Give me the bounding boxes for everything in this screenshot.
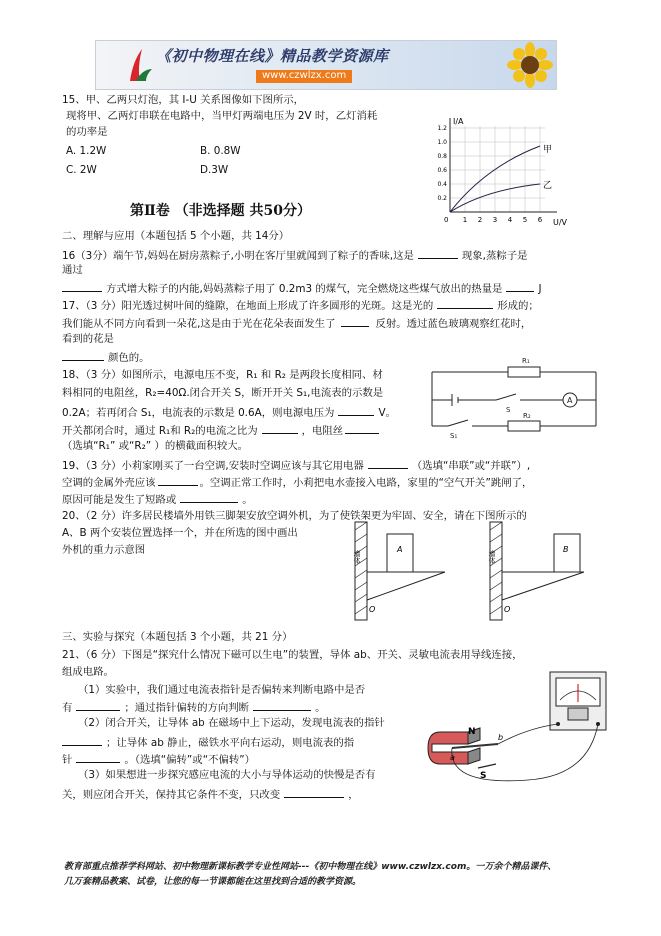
- q17-line4: [62, 350, 150, 365]
- q17-line2: [62, 316, 531, 331]
- q17-line1: [62, 298, 539, 313]
- circuit-r1-label: R₁: [522, 357, 530, 365]
- galvanometer: [550, 672, 606, 730]
- graph-ylabel: I/A: [453, 117, 464, 126]
- circuit-s-label: S: [506, 406, 511, 414]
- q18-line3: [62, 405, 396, 420]
- y-tick: 1.2: [437, 125, 447, 132]
- q18-blank-3[interactable]: [345, 423, 379, 434]
- y-tick: 0.8: [437, 153, 447, 160]
- iu-graph: [425, 112, 575, 230]
- q21-text-f: 关，则应闭合开关，保持其它条件不变，只改变: [62, 789, 281, 801]
- switch-s: [478, 764, 496, 768]
- q18-text-a: 0.2A；若再闭合 S₁，电流表的示数是 0.6A，则电源电压为: [62, 407, 335, 419]
- conductor-b-label: b: [498, 733, 504, 742]
- x-tick: 3: [492, 216, 498, 224]
- circuit-s1-label: S₁: [450, 432, 458, 440]
- part-3-title: 三、实验与探究（本题包括 3 个小题，共 21 分）: [62, 631, 293, 643]
- q16-text-c: 方式增大粽子的内能,妈妈蒸粽子用了 0.2m3 的煤气，完全燃烧这些煤气放出的热量是: [106, 283, 503, 295]
- q15-option-a: A. 1.2W: [66, 145, 107, 157]
- section-2-title: 第Ⅱ卷 （非选择题 共50分）: [130, 203, 312, 219]
- q21-blank-4[interactable]: [76, 752, 120, 763]
- pole-n-label: N: [468, 727, 476, 737]
- y-tick: 0.6: [437, 167, 447, 174]
- label-a: A: [397, 545, 403, 554]
- q18-line5: （选填“R₁” 或“R₂” ）的横截面积较大。: [62, 440, 248, 452]
- q15-line1: 15、甲、乙两只灯泡，其 I-U 关系图像如下图所示，: [62, 94, 305, 106]
- switch-s-label: S: [480, 771, 487, 781]
- q19-line3: 原因可能是发生了短路或 。: [62, 494, 253, 506]
- q20-line3: 外机的重力示意图: [62, 544, 146, 556]
- wall-label-b: 墙体: [488, 550, 496, 564]
- q18-text-b: V。: [378, 407, 396, 419]
- wall-label-a: 墙体: [353, 550, 361, 564]
- q19-blank-1[interactable]: [368, 458, 408, 469]
- x-tick: 2: [477, 216, 483, 224]
- x-tick: 6: [537, 216, 543, 224]
- q19-text-b: （选填“串联”或“并联”）,: [411, 460, 531, 472]
- q16-blank-3[interactable]: [506, 281, 534, 292]
- q17-text-a: 17、（3 分）阳光透过树叶间的缝隙，在地面上形成了许多圆形的光斑。这是光的: [62, 300, 434, 312]
- q16-blank-1[interactable]: [418, 248, 458, 259]
- q19-text-a: 19、（3 分）小莉家刚买了一台空调,安装时空调应该与其它用电器: [62, 460, 364, 472]
- q17-text-c: 我们能从不同方向看到一朵花,这是由于光在花朵表面发生了: [62, 318, 336, 330]
- q21-text-a: 有: [62, 702, 73, 714]
- q16-line1: [62, 248, 528, 263]
- q21-blank-5[interactable]: [284, 787, 344, 798]
- circuit-diagram: [428, 357, 600, 452]
- q16-text-a: 16（3分）端午节,妈妈在厨房蒸粽子,小明在客厅里就闻到了粽子的香味,这是: [62, 250, 414, 262]
- q16-unit: J: [538, 283, 542, 295]
- footer-line2: 几万套精品教案、试卷，让您的每一节课都能在这里找到合适的教学资源。: [64, 877, 362, 887]
- q19-line2: [62, 475, 532, 490]
- q17-blank-2[interactable]: [341, 316, 369, 327]
- q19-blank-2[interactable]: [158, 475, 198, 486]
- q16-line2: 通过: [62, 264, 83, 276]
- q20-line2: A、B 两个安装位置选择一个，并在所选的图中画出: [62, 527, 298, 539]
- x-tick: 5: [522, 216, 528, 224]
- q15-option-c: C. 2W: [66, 164, 97, 176]
- q18-line1: 18、（3 分）如图所示，电源电压不变，R₁ 和 R₂ 是两段长度相同、材: [62, 369, 383, 381]
- series-jia-label: 甲: [543, 145, 553, 155]
- circuit-r2-label: R₂: [523, 412, 531, 420]
- banner-title: 《初中物理在线》精品教学资源库: [156, 47, 389, 65]
- q16-text-b: 现象,蒸粽子是: [461, 250, 528, 262]
- q21-text-e: 。（选填“偏转”或“不偏转”）: [124, 754, 256, 766]
- footer-line1: 教育部重点推荐学科网站、初中物理新课标教学专业性网站---《初中物理在线》www.czwlzx.com。一万余个精品课件、: [64, 862, 557, 872]
- q21-text-d: 针: [62, 754, 73, 766]
- q17-text-e: 颜色的。: [108, 352, 150, 364]
- series-yi-label: 乙: [543, 181, 553, 191]
- q21-line9: 关，则应闭合开关，保持其它条件不变，只改变 ，: [62, 789, 359, 801]
- q18-text-d: ，电阻丝: [301, 425, 344, 437]
- q17-line3: 看到的花是: [62, 333, 114, 345]
- label-o-a: O: [369, 605, 376, 614]
- part-2-title: 二、理解与应用（本题包括 5 个小题，共 14分）: [62, 230, 290, 242]
- x-tick: 4: [507, 216, 513, 224]
- q21-line4: 有 ；通过指针偏转的方向判断 。: [62, 702, 326, 714]
- ammeter-label: A: [567, 396, 573, 405]
- label-o-b: O: [504, 605, 511, 614]
- q19-blank-3[interactable]: [180, 492, 238, 503]
- q19-text-c: 空调的金属外壳应该: [62, 477, 156, 489]
- q15-option-b: B. 0.8W: [200, 145, 241, 157]
- induction-apparatus: [418, 668, 614, 786]
- banner-url[interactable]: www.czwlzx.com: [256, 70, 352, 83]
- q18-line2: 料相同的电阻丝，R₂=40Ω.闭合开关 S，断开开关 S₁,电流表的示数是: [62, 387, 384, 399]
- y-tick: 1.0: [437, 139, 447, 146]
- conductor-a-label: a: [450, 753, 455, 762]
- q21-line7: [62, 752, 255, 767]
- logo-icon: [126, 47, 154, 83]
- graph-origin: 0: [444, 216, 449, 224]
- q17-blank-3[interactable]: [62, 350, 104, 361]
- sunflower-icon: [508, 43, 552, 87]
- q18-line4: [62, 423, 379, 438]
- q19-text-d: 。空调正常工作时，小莉把电水壶接入电路，家里的“空气开关”跳闸了，: [199, 477, 533, 489]
- label-b: B: [563, 545, 569, 554]
- mount-diagram-b: [480, 520, 590, 622]
- q16-line3: [62, 281, 542, 296]
- q21-line5: （2）闭合开关，让导体 ab 在磁场中上下运动，发现电流表的指针: [78, 717, 385, 729]
- q18-blank-2[interactable]: [262, 423, 298, 434]
- q20-line1: 20、（2 分）许多居民楼墙外用铁三脚架安放空调外机，为了使铁架更为牢固、安全，请在下图所示的: [62, 510, 527, 522]
- q21-line3: （1）实验中，我们通过电流表指针是否偏转来判断电路中是否: [78, 684, 366, 696]
- x-tick: 1: [462, 216, 468, 224]
- conductor-ab: [452, 744, 498, 748]
- q18-text-c: 开关都闭合时，通过 R₁和 R₂的电流之比为: [62, 425, 258, 437]
- q21-line1: 21、（6 分）下图是“探究什么情况下磁可以生电”的装置，导体 ab、开关、灵敏电流表用导线连接，: [62, 649, 523, 661]
- q19-line1: [62, 458, 530, 473]
- q19-text-e: 原因可能是发生了短路或: [62, 494, 177, 506]
- q18-blank-1[interactable]: [338, 405, 374, 416]
- q21-text-c: ；让导体 ab 静止，磁铁水平向右运动，则电流表的指: [106, 737, 355, 749]
- y-tick: 0.2: [437, 195, 447, 202]
- q17-text-b: 形成的；: [497, 300, 539, 312]
- q15-line2: 现将甲、乙两灯串联在电路中，当甲灯两端电压为 2V 时，乙灯消耗: [66, 110, 378, 122]
- q16-blank-2[interactable]: [62, 281, 102, 292]
- q21-blank-2[interactable]: [253, 700, 311, 711]
- q21-line2: 组成电路。: [62, 666, 114, 678]
- y-tick: 0.4: [437, 181, 447, 188]
- q21-line6: [62, 735, 354, 750]
- q21-blank-3[interactable]: [62, 735, 102, 746]
- q15-option-d: D.3W: [200, 164, 229, 176]
- q17-text-d: 反射。透过蓝色玻璃观察红花时，: [375, 318, 532, 330]
- q21-line8: （3）如果想进一步探究感应电流的大小与导体运动的快慢是否有: [78, 769, 376, 781]
- header-banner: [95, 40, 557, 90]
- q21-blank-1[interactable]: [76, 700, 120, 711]
- q21-text-b: ；通过指针偏转的方向判断: [124, 702, 250, 714]
- q17-blank-1[interactable]: [437, 298, 493, 309]
- q15-line3: 的功率是: [66, 126, 108, 138]
- mount-diagram-a: [345, 520, 455, 622]
- graph-xlabel: U/V: [553, 218, 568, 227]
